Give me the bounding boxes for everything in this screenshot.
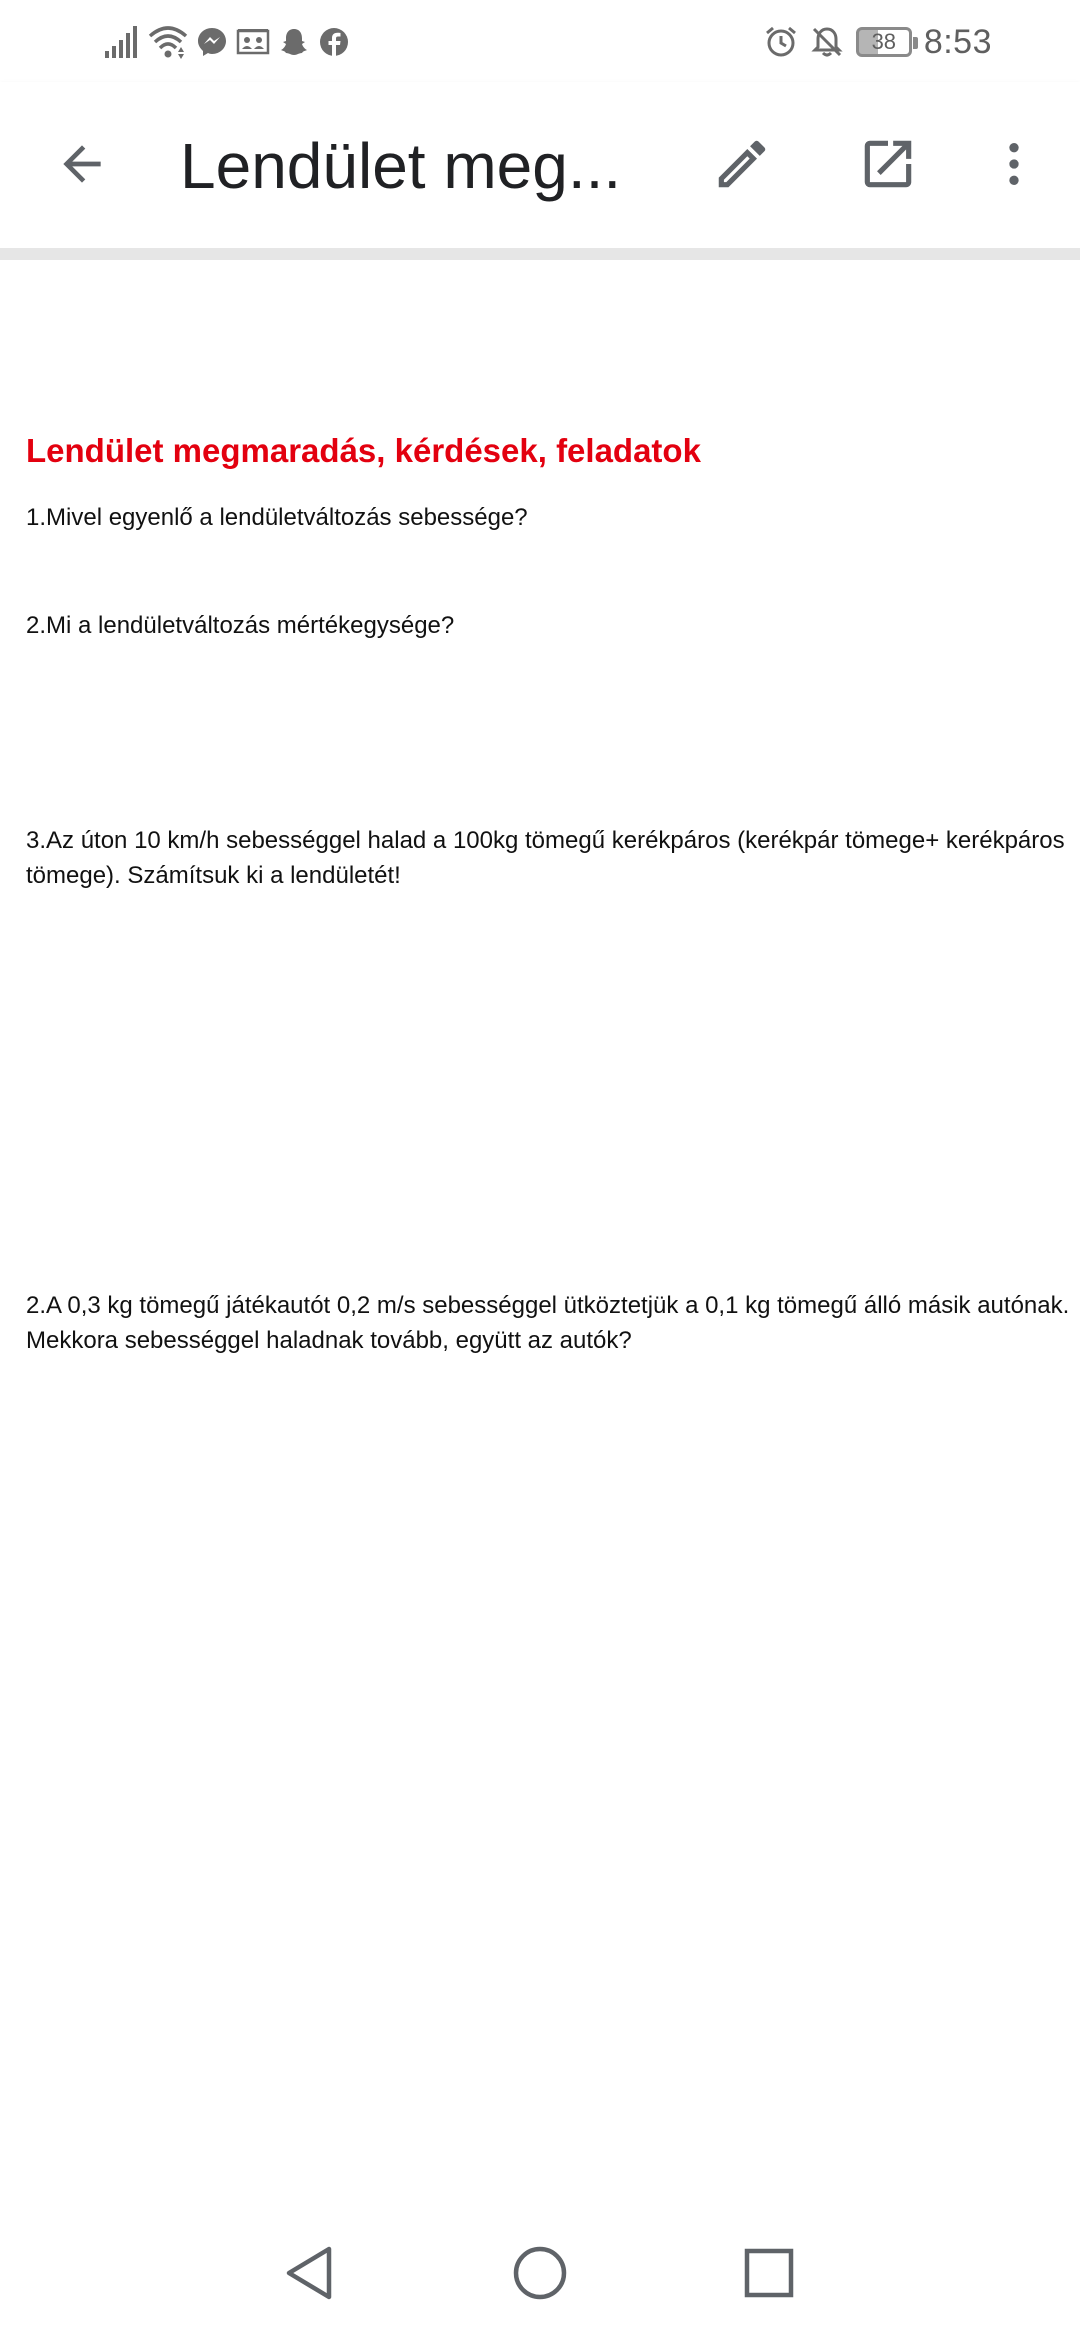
wifi-icon: [148, 24, 188, 60]
back-arrow-icon: [54, 136, 110, 197]
question-1: 1.Mivel egyenlő a lendületváltozás sebessége?: [26, 504, 528, 531]
status-bar-left-icons: [104, 22, 350, 62]
open-in-app-button[interactable]: [846, 124, 930, 208]
question-4: 2.A 0,3 kg tömegű játékautót 0,2 m/s sebességgel ütköztetjük a 0,1 kg tömegű álló másik autónak. Mekkora sebességgel haladnak tovább, együtt az autók?: [26, 1292, 1070, 1354]
document-title-bar: Lendület meg...: [180, 130, 622, 202]
status-clock: 8:53: [923, 22, 992, 61]
notifications-off-icon: [810, 25, 844, 59]
facebook-icon: [318, 26, 350, 58]
app-bar: [0, 82, 1080, 248]
status-bar: [0, 0, 1080, 82]
nav-home-icon: [510, 2243, 570, 2308]
battery-level: 38: [871, 29, 897, 54]
contact-card-icon: [236, 27, 270, 57]
question-3: 3.Az úton 10 km/h sebességgel halad a 100kg tömegű kerékpáros (kerékpár tömege+ kerékpáros tömege). Számítsuk ki a lendületét!: [26, 827, 1065, 889]
battery-indicator: [856, 27, 912, 57]
nav-recents-icon: [741, 2245, 797, 2306]
snapchat-icon: [278, 26, 310, 58]
app-bar-divider: [0, 248, 1080, 260]
nav-back-icon: [281, 2243, 337, 2308]
status-bar-right-icons: [764, 20, 992, 64]
more-vert-icon: [986, 136, 1042, 197]
open-external-icon: [857, 133, 919, 200]
more-options-button[interactable]: [972, 124, 1056, 208]
system-navigation-bar: [0, 2230, 1080, 2340]
nav-back-button[interactable]: [264, 2230, 354, 2320]
document-heading: Lendület megmaradás, kérdések, feladatok: [26, 432, 701, 469]
nav-recents-button[interactable]: [724, 2230, 814, 2320]
nav-home-button[interactable]: [495, 2230, 585, 2320]
alarm-icon: [764, 25, 798, 59]
back-button[interactable]: [40, 124, 124, 208]
edit-pencil-icon: [711, 133, 773, 200]
signal-icon: [104, 25, 140, 59]
edit-button[interactable]: [700, 124, 784, 208]
messenger-icon: [196, 26, 228, 58]
question-2: 2.Mi a lendületváltozás mértékegysége?: [26, 612, 455, 639]
